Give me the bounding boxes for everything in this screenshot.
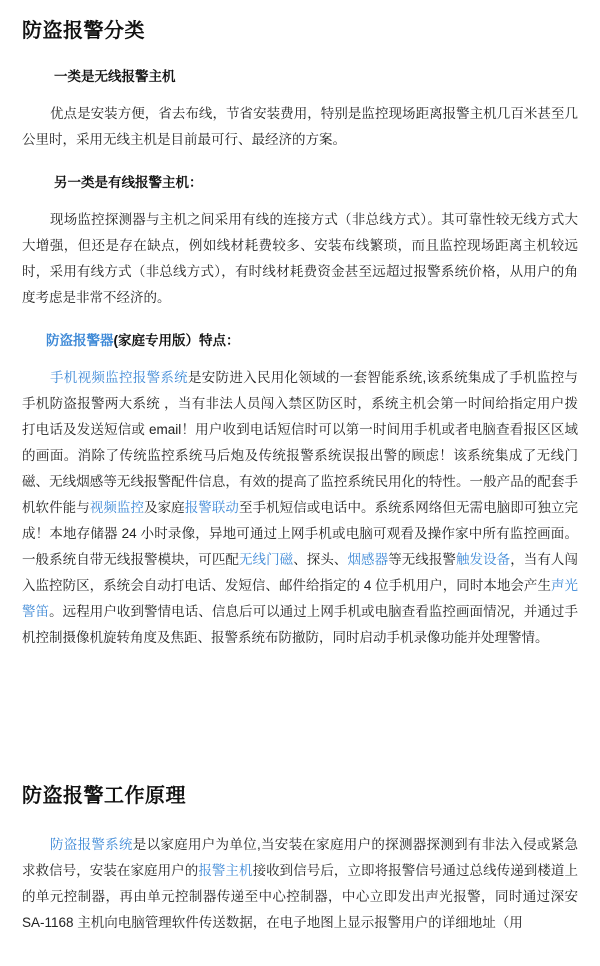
text-run: 、探头、	[293, 552, 348, 567]
text-run: 接收到信号后，立即将报警信号通过总线传递到楼道上的单元控制器，再由单元控制器传递至中心控制器，中心立即发出声光报警，同时通过深安 SA-1168 主机向电脑管理软件传送数据，在电子地图上显示报警用户的详细地址（用	[22, 863, 578, 930]
sub-heading-wired: 另一类是有线报警主机：	[54, 175, 203, 190]
inline-link[interactable]: 声光警笛	[22, 578, 578, 619]
text-run: ，当有人闯入监控防区，系统会自动打电话、发短信、邮件给指定的 4 位手机用户，同时本地会产生	[22, 552, 578, 593]
sub-heading-features-rest: (家庭专用版）特点：	[113, 333, 240, 348]
text-run: 是安防进入民用化领域的一套智能系统,该系统集成了手机监控与手机防盗报警两大系统 ，当有非法人员闯入禁区防区时，系统主机会第一时间给指定用户拨打电话及发送短信或 email！用户收到电话短信时可以第一时间用手机或者电脑查看报区区域的画面。消除了传统监控系统马后炮及传统报警系统误报出警的顾虑！该系统集成了无线门磁、无线烟感等无线报警配件信息，有效的提高了监控系统民用化的特性。一般产品的配套手机软件能与	[22, 370, 579, 515]
inline-link[interactable]: 视频监控	[89, 500, 145, 515]
page-title-2: 防盗报警工作原理	[22, 785, 186, 807]
inline-link[interactable]: 烟感器	[347, 552, 389, 567]
inline-link[interactable]: 报警联动	[184, 500, 239, 515]
paragraph-wired: 现场监控探测器与主机之间采用有线的连接方式（非总线方式）。其可靠性较无线方式大大增强，但还是存在缺点，例如线材耗费较多、安装布线繁琐，而且监控现场距离主机较远时，采用有线方式（非总线方式），有时线材耗费资金甚至远超过报警系统价格，从用户的角度考虑是非常不经济的。	[22, 212, 578, 305]
page-title: 防盗报警分类	[22, 20, 145, 42]
text-run: 是以家庭用户为单位,当安装在家庭用户的探测器探测到有非法入侵或紧急求救信号，安装在家庭用户的	[22, 837, 579, 878]
text-run: 及家庭	[144, 500, 185, 515]
sub-heading-features	[22, 329, 578, 349]
paragraph-principle	[22, 832, 578, 936]
inline-link[interactable]: 手机视频监控报警系统	[50, 370, 188, 385]
text-run: 。远程用户收到警情电话、信息后可以通过上网手机或电脑查看监控画面情况，并通过手机控制摄像机旋转角度及焦距、报警系统布防撤防，同时启动手机录像功能并处理警情。	[22, 604, 578, 645]
inline-link[interactable]: 报警主机	[198, 863, 253, 878]
section-spacer	[22, 667, 578, 719]
paragraph-wireless: 优点是安装方便，省去布线，节省安装费用，特别是监控现场距离报警主机几百米甚至几公里时，采用无线主机是目前最可行、最经济的方案。	[22, 106, 578, 147]
sub-heading-wireless: 一类是无线报警主机	[54, 69, 176, 84]
paragraph-features	[22, 365, 578, 651]
text-run: 等无线报警	[388, 552, 456, 567]
alarm-device-link[interactable]: 防盗报警器	[46, 333, 114, 348]
text-run: 至手机短信或电话中。系统系网络但无需电脑即可独立完成！本地存储器 24 小时录像，异地可通过上网手机或电脑可观看及操作家中所有监控画面。一般系统自带无线报警模块，可匹配	[22, 500, 578, 567]
inline-link[interactable]: 防盗报警系统	[50, 837, 133, 852]
inline-link[interactable]: 触发设备	[456, 552, 511, 567]
inline-link[interactable]: 无线门磁	[239, 552, 294, 567]
